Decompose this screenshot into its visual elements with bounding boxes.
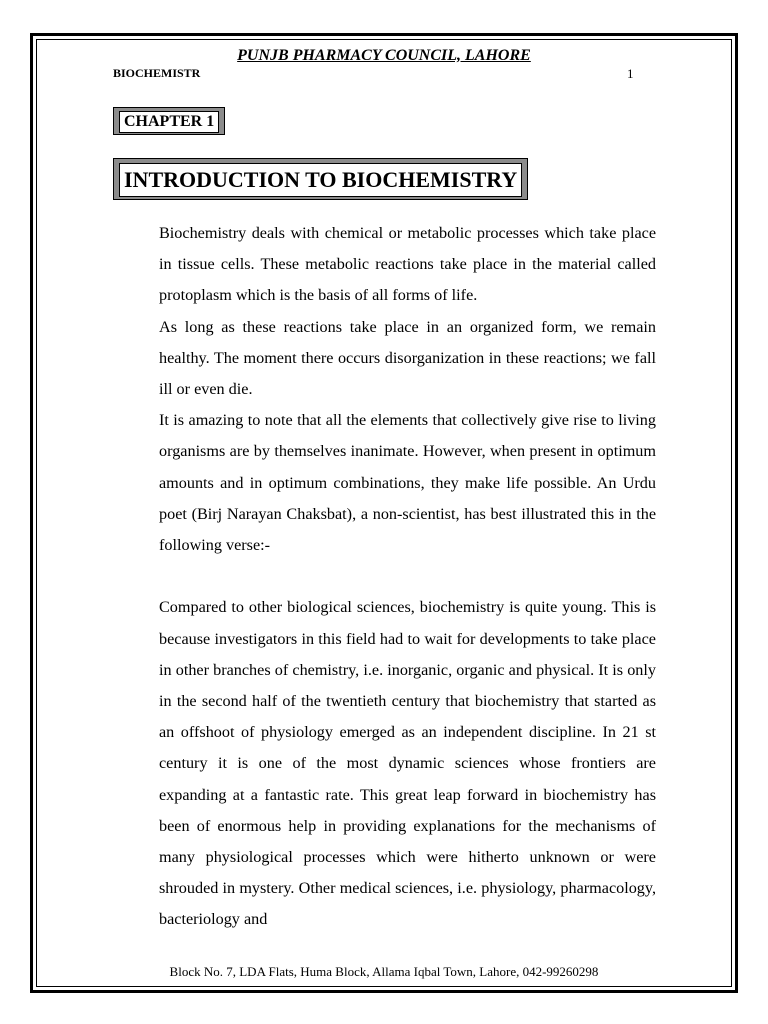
chapter-label: CHAPTER 1 (119, 111, 219, 133)
verse-gap (159, 561, 656, 592)
section-title: INTRODUCTION TO BIOCHEMISTRY (119, 163, 522, 197)
paragraph: Compared to other biological sciences, biochemistry is quite young. This is because investigators in this field had to wait for developments to take place in other branches of chemistry, i.e. inorganic, organic and physical. It is only in the second half of the twentieth century that biochemistry that started as an offshoot of physiology emerged as an independent discipline. In 21 st century it is one of the most dynamic sciences whose frontiers are expanding at a fantastic rate. This great leap forward in biochemistry has been of enormous help in providing explanations for the mechanisms of many physiological processes which were hitherto unknown or were shrouded in mystery. Other medical sciences, i.e. physiology, pharmacology, bacteriology and (159, 598, 656, 929)
page-number: 1 (627, 66, 634, 81)
footer-address: Block No. 7, LDA Flats, Huma Block, Allama Iqbal Town, Lahore, 042-99260298 (169, 964, 599, 979)
body-text (159, 218, 656, 936)
paragraph: As long as these reactions take place in an organized form, we remain healthy. The moment there occurs disorganization in these reactions; we fall ill or even die. (159, 317, 656, 399)
chapter-label-box (113, 107, 225, 135)
paragraph: It is amazing to note that all the elements that collectively give rise to living organisms are by themselves inanimate. However, when present in optimum amounts and in optimum combinations, they make life possible. An Urdu poet (Birj Narayan Chaksbat), a non-scientist, has best illustrated this in the following verse:- (159, 411, 656, 555)
paragraph: Biochemistry deals with chemical or metabolic processes which take place in tissue cells. These metabolic reactions take place in the material called protoplasm which is the basis of all forms of life. (159, 224, 656, 305)
section-title-box (113, 158, 528, 200)
header-subject: BIOCHEMISTR (113, 66, 201, 80)
header-title: PUNJB PHARMACY COUNCIL, LAHORE (237, 47, 531, 64)
